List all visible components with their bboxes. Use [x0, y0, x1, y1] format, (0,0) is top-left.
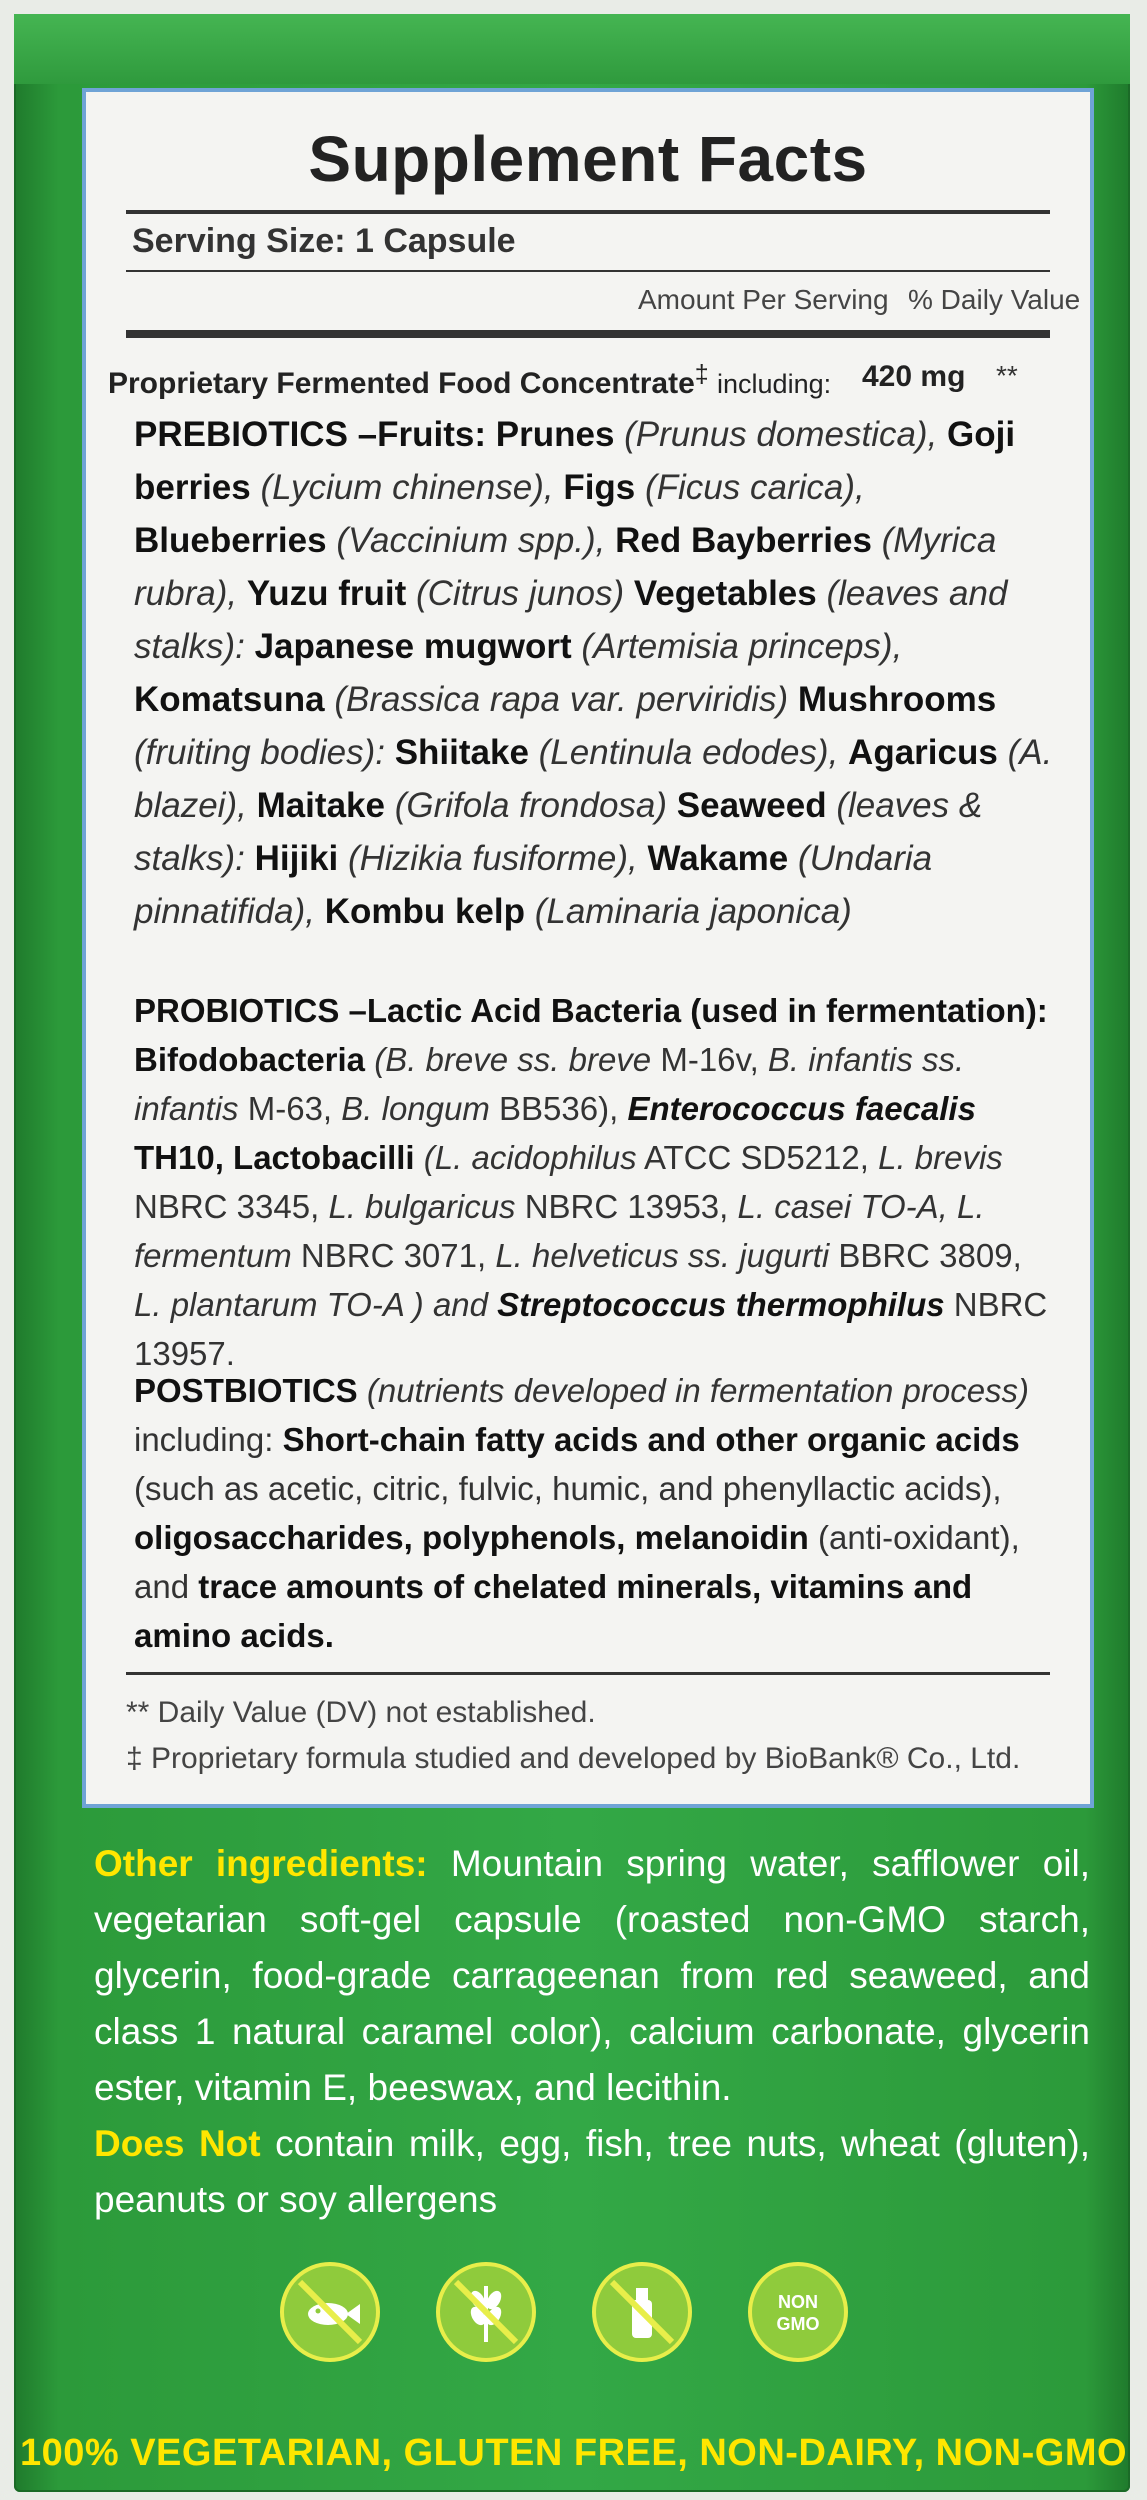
ingredient-name: Red Bayberries	[615, 521, 872, 560]
strain: M-16v,	[660, 1041, 759, 1078]
footnotes	[126, 1690, 1066, 1782]
strain: ATCC SD5212,	[643, 1139, 869, 1176]
probiotics-lead: –Lactic Acid Bacteria (used in fermentation):	[348, 992, 1048, 1029]
footnote-dv: ** Daily Value (DV) not established.	[126, 1696, 596, 1729]
footnote-rule	[126, 1672, 1050, 1675]
ingredient-name: Shiitake	[394, 733, 529, 772]
diet-claim: 100% VEGETARIAN, GLUTEN FREE, NON-DAIRY, NON-GMO	[19, 2432, 1128, 2474]
strain: NBRC 3345,	[134, 1188, 320, 1225]
non-gmo-text-bottom: GMO	[776, 2314, 820, 2334]
ingredient-sci: (Grifola frondosa)	[394, 786, 668, 825]
strain: BB536),	[499, 1090, 619, 1127]
supplement-facts-panel	[82, 88, 1094, 1808]
box-top-flap	[14, 14, 1130, 84]
does-not-label: Does Not	[94, 2123, 261, 2164]
bacteria-name: Streptococcus thermophilus	[497, 1286, 945, 1323]
no-fish-icon	[280, 2262, 380, 2362]
ingredient-sci: (Laminaria japonica)	[534, 892, 852, 931]
non-gmo-icon	[748, 2262, 848, 2362]
title-rule	[126, 210, 1050, 214]
bacteria-detail: (L. acidophilus	[423, 1139, 637, 1176]
bacteria-name: Enterococcus faecalis	[627, 1090, 976, 1127]
other-ingredients-text: Mountain spring water, safflower oil, vegetarian soft-gel capsule (roasted non-GMO starch, glycerin, food-grade carrageenan from red seaweed, and class 1 natural caramel color), calcium carbonate, glycerin ester, vitamin E, beeswax, and lecithin.	[94, 1843, 1090, 2108]
vegetables-note: (leaves and stalks):	[134, 574, 1008, 666]
dietary-icons	[280, 2262, 880, 2372]
ingredient-sci: (Vaccinium spp.),	[336, 521, 606, 560]
postbiotics-bold: oligosaccharides, polyphenols, melanoidin	[134, 1519, 809, 1556]
prebiotics-label: PREBIOTICS	[134, 415, 348, 454]
ingredient-name: Prunes	[495, 415, 615, 454]
ingredient-name: Maitake	[256, 786, 385, 825]
ingredient-name: Hijiki	[254, 839, 339, 878]
strain: M-63,	[247, 1090, 333, 1127]
seaweed-note: (leaves & stalks):	[134, 786, 983, 878]
bacteria-detail: L. fermentum	[134, 1188, 985, 1274]
ingredient-name: Figs	[563, 468, 636, 507]
ingredient-sci: (Myrica rubra),	[134, 521, 997, 613]
other-ingredients	[94, 1836, 1090, 2228]
serving-size: Serving Size: 1 Capsule	[132, 222, 516, 260]
postbiotics-text: and	[134, 1568, 190, 1605]
strain: NBRC 13957.	[134, 1286, 1048, 1372]
ingredient-sci: (Undaria pinnatifida),	[134, 839, 933, 931]
ingredient-name: Yuzu fruit	[246, 574, 407, 613]
ingredient-name: Wakame	[647, 839, 789, 878]
ingredient-sci: (Artemisia princeps),	[581, 627, 903, 666]
strain: TH10,	[134, 1139, 224, 1176]
ingredient-name: Agaricus	[848, 733, 998, 772]
bacteria-detail: L. bulgaricus	[328, 1188, 516, 1225]
strain: BBRC 3809,	[838, 1237, 1022, 1274]
proprietary-including: including:	[717, 369, 832, 399]
bacteria-detail: L. casei TO-A,	[737, 1188, 948, 1225]
bacteria-detail: (B. breve ss. breve	[374, 1041, 652, 1078]
bacteria-detail: L. brevis	[878, 1139, 1003, 1176]
vegetables-label: Vegetables	[633, 574, 817, 613]
panel-title: Supplement Facts	[308, 123, 868, 195]
bacteria-detail: L. plantarum TO-A )	[134, 1286, 424, 1323]
ingredient-sci: (Prunus domestica),	[624, 415, 938, 454]
postbiotics-label: POSTBIOTICS	[134, 1372, 358, 1409]
conjunction: and	[432, 1286, 488, 1323]
ingredient-sci: (Citrus junos)	[416, 574, 625, 613]
heavy-rule	[126, 330, 1050, 338]
non-gmo-text-top: NON	[778, 2292, 818, 2312]
daily-value-header: % Daily Value	[908, 284, 1081, 315]
probiotics-label: PROBIOTICS	[134, 992, 340, 1029]
bacteria-name: Lactobacilli	[233, 1139, 415, 1176]
seaweed-label: Seaweed	[676, 786, 827, 825]
ingredient-sci: (Lentinula edodes),	[538, 733, 839, 772]
postbiotics-bold: Short-chain fatty acids and other organic acids	[282, 1421, 1020, 1458]
proprietary-mark: ‡	[694, 360, 709, 388]
proprietary-amount: 420 mg	[862, 360, 966, 393]
ingredient-name: Komatsuna	[134, 680, 325, 719]
ingredient-sci: (Hizikia fusiforme),	[347, 839, 638, 878]
bacteria-detail: L. helveticus ss. jugurti	[495, 1237, 830, 1274]
strain: NBRC 13953,	[524, 1188, 729, 1225]
other-ingredients-label: Other ingredients:	[94, 1843, 428, 1884]
does-not-text: contain milk, egg, fish, tree nuts, wheat (gluten), peanuts or soy allergens	[94, 2123, 1090, 2220]
amount-per-serving-header: Amount Per Serving	[638, 284, 889, 315]
postbiotics-note: (nutrients developed in fermentation process)	[366, 1372, 1030, 1409]
ingredient-name: Blueberries	[134, 521, 327, 560]
bacteria-detail: B. infantis ss. infantis	[134, 1041, 965, 1127]
ingredient-name: Kombu kelp	[324, 892, 525, 931]
serving-rule	[126, 270, 1050, 272]
ingredient-sci: (A. blazei),	[134, 733, 1053, 825]
ingredient-sci: (Brassica rapa var. perviridis)	[334, 680, 789, 719]
bacteria-name: Bifodobacteria	[134, 1041, 366, 1078]
fruits-label: –Fruits:	[357, 415, 487, 454]
mushrooms-label: Mushrooms	[797, 680, 997, 719]
postbiotics-bold: trace amounts of chelated minerals, vitamins and amino acids.	[134, 1568, 973, 1654]
postbiotics-paragraph	[134, 1366, 1054, 1660]
postbiotics-text: (anti-oxidant),	[817, 1519, 1020, 1556]
no-wheat-icon	[436, 2262, 536, 2362]
ingredient-sci: (Ficus carica),	[645, 468, 865, 507]
mushrooms-note: (fruiting bodies):	[134, 733, 385, 772]
strain: NBRC 3071,	[300, 1237, 487, 1274]
ingredient-sci: (Lycium chinense),	[260, 468, 554, 507]
probiotics-paragraph	[134, 986, 1054, 1378]
ingredient-name: Goji berries	[134, 415, 1016, 507]
ingredient-name: Japanese mugwort	[254, 627, 572, 666]
prebiotics-paragraph	[134, 408, 1054, 938]
footnote-proprietary: ‡ Proprietary formula studied and developed by BioBank® Co., Ltd.	[126, 1742, 1021, 1775]
proprietary-dv: **	[996, 360, 1018, 391]
postbiotics-including: including:	[134, 1421, 274, 1458]
postbiotics-text: (such as acetic, citric, fulvic, humic, and phenyllactic acids),	[134, 1470, 1002, 1507]
no-milk-icon	[592, 2262, 692, 2362]
bacteria-detail: B. longum	[341, 1090, 490, 1127]
proprietary-name: Proprietary Fermented Food Concentrate	[108, 367, 695, 400]
